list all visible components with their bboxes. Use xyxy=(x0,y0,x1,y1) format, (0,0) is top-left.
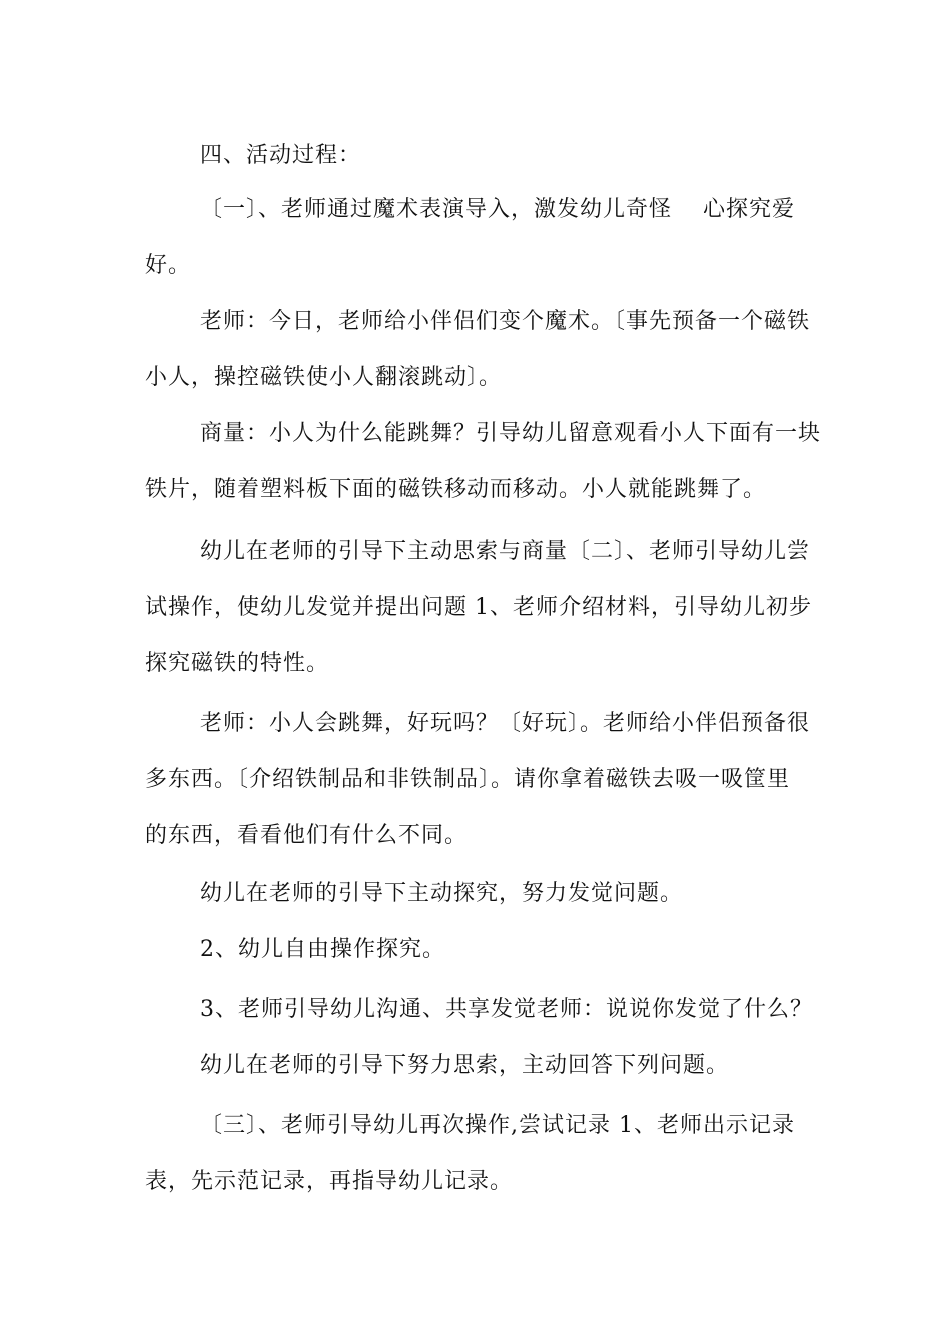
paragraph-line: 多东西。〔介绍铁制品和非铁制品〕。请你拿着磁铁去吸一吸筐里 xyxy=(145,767,791,792)
paragraph-line: 〔三〕、老师引导幼儿再次操作,尝试记录 1、老师出示记录 xyxy=(200,1113,795,1138)
paragraph-line: 好。 xyxy=(145,253,192,278)
paragraph-line: 小人，操控磁铁使小人翻滚跳动〕。 xyxy=(145,365,503,390)
paragraph-line: 表，先示范记录，再指导幼儿记录。 xyxy=(145,1169,514,1194)
section-heading: 四、活动过程： xyxy=(200,143,362,168)
paragraph-line: 老师：小人会跳舞，好玩吗？〔好玩〕。老师给小伴侣预备很 xyxy=(200,711,811,736)
paragraph-line: 幼儿在老师的引导下努力思索，主动回答下列问题。 xyxy=(200,1053,730,1078)
paragraph-line: 商量：小人为什么能跳舞？引导幼儿留意观看小人下面有一块 xyxy=(200,421,822,446)
paragraph-line: 幼儿在老师的引导下主动思索与商量〔二〕、老师引导幼儿尝 xyxy=(200,539,811,564)
paragraph-line: 老师：今日，老师给小伴侣们变个魔术。〔事先预备一个磁铁 xyxy=(200,309,811,334)
paragraph-line: 2、幼儿自由操作探究。 xyxy=(200,937,445,962)
paragraph-line: 幼儿在老师的引导下主动探究，努力发觉问题。 xyxy=(200,881,684,906)
paragraph-line: 探究磁铁的特性。 xyxy=(145,651,330,676)
paragraph-line: 铁片，随着塑料板下面的磁铁移动而移动。小人就能跳舞了。 xyxy=(145,477,767,502)
paragraph-line: 3、老师引导幼儿沟通、共享发觉老师：说说你发觉了什么？ xyxy=(200,997,813,1022)
paragraph-line: 〔一〕、老师通过魔术表演导入，激发幼儿奇怪 心探究爱 xyxy=(200,197,795,222)
paragraph-line: 试操作，使幼儿发觉并提出问题 1、老师介绍材料，引导幼儿初步 xyxy=(145,595,812,620)
paragraph-line: 的东西，看看他们有什么不同。 xyxy=(145,823,468,848)
